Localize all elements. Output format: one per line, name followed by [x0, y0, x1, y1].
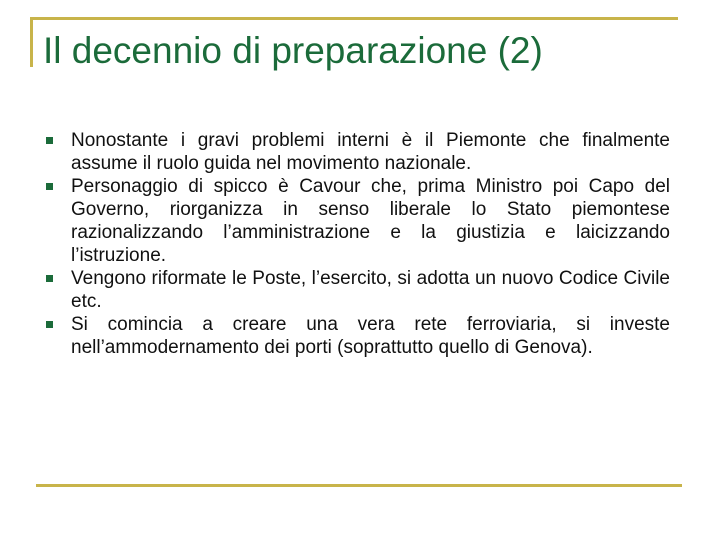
bullet-text: Nonostante i gravi problemi interni è il Piemonte che finalmente assume il ruolo guida nel movimento nazionale.	[71, 130, 670, 174]
bullet-item	[46, 313, 670, 359]
bottom-rule	[36, 484, 682, 487]
bullet-item	[46, 267, 670, 313]
bullet-text: Personaggio di spicco è Cavour che, prima Ministro poi Capo del Governo, riorganizza in senso liberale lo Stato piemontese razionalizzando l’amministrazione e la giustizia e laicizzando l’istruzione.	[71, 176, 670, 266]
square-bullet-icon	[46, 275, 53, 282]
slide-title: Il decennio di preparazione (2)	[43, 30, 543, 71]
left-rule	[30, 17, 33, 67]
bullet-item	[46, 175, 670, 267]
bullet-item	[46, 129, 670, 175]
square-bullet-icon	[46, 137, 53, 144]
top-rule	[30, 17, 678, 20]
square-bullet-icon	[46, 183, 53, 190]
bullet-text: Vengono riformate le Poste, l’esercito, si adotta un nuovo Codice Civile etc.	[71, 268, 670, 312]
bullet-list	[46, 129, 670, 359]
square-bullet-icon	[46, 321, 53, 328]
bullet-text: Si comincia a creare una vera rete ferroviaria, si investe nell’ammodernamento dei porti (soprattutto quello di Genova).	[71, 314, 670, 358]
